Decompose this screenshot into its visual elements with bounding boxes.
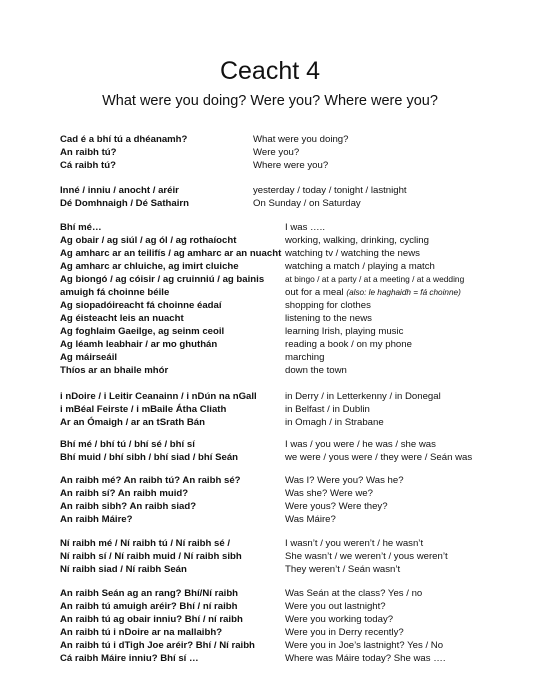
irish-phrase: An raibh tú i dTigh Joe aréir? Bhí / Ní raibh	[60, 640, 255, 651]
vocab-row	[0, 416, 540, 429]
english-translation: Where was Máire today? She was ….	[285, 653, 446, 664]
vocab-row	[0, 403, 540, 416]
vocab-row	[0, 299, 540, 312]
irish-phrase: An raibh Seán ag an rang? Bhí/Ní raibh	[60, 588, 239, 599]
grammar-note: (also: le haghaidh = fá choinne)	[346, 288, 461, 297]
english-translation: reading a book / on my phone	[285, 339, 412, 350]
vocab-row	[0, 197, 540, 210]
irish-phrase: Ag amharc ar chluiche, ag imirt cluiche	[60, 261, 239, 272]
irish-phrase: Cá raibh Máire inniu? Bhí sí …	[60, 653, 199, 664]
english-translation: I was …..	[285, 222, 325, 233]
vocab-row	[0, 639, 540, 652]
vocab-row	[0, 626, 540, 639]
lesson-subtitle: What were you doing? Were you? Where were you?	[102, 93, 438, 109]
english-translation: I was / you were / he was / she was	[285, 439, 436, 450]
vocab-row	[0, 159, 540, 172]
english-translation: Where were you?	[253, 160, 329, 171]
english-translation: Was she? Were we?	[285, 488, 373, 499]
vocab-row	[0, 351, 540, 364]
english-translation: Were you?	[253, 147, 300, 158]
vocab-row	[0, 312, 540, 325]
irish-phrase: Ag siopadóireacht fá choinne éadaí	[60, 300, 222, 311]
irish-phrase: Ní raibh sí / Ní raibh muid / Ní raibh sibh	[60, 551, 242, 562]
english-translation: Were yous? Were they?	[285, 501, 388, 512]
irish-phrase: i nDoire / i Leitir Ceanainn / i nDún na nGall	[60, 391, 257, 402]
irish-phrase: Inné / inniu / anocht / aréir	[60, 185, 179, 196]
english-translation: Was I? Were you? Was he?	[285, 475, 404, 486]
english-translation: shopping for clothes	[285, 300, 371, 311]
irish-phrase: Thíos ar an bhaile mhór	[60, 365, 169, 376]
irish-phrase: amuigh fá choinne béile	[60, 287, 170, 298]
vocab-row	[0, 474, 540, 487]
english-translation: Were you in Joe’s lastnight? Yes / No	[285, 640, 444, 651]
vocab-row	[0, 652, 540, 665]
english-translation: yesterday / today / tonight / lastnight	[253, 185, 407, 196]
english-translation: On Sunday / on Saturday	[253, 198, 361, 209]
irish-phrase: An raibh tú ag obair inniu? Bhí / ní raibh	[60, 614, 243, 625]
english-translation: She wasn’t / we weren’t / yous weren’t	[285, 551, 448, 562]
vocab-row	[0, 273, 540, 286]
vocab-row	[0, 500, 540, 513]
english-translation	[285, 286, 461, 299]
english-translation: Was Seán at the class? Yes / no	[285, 588, 423, 599]
vocab-row	[0, 550, 540, 563]
irish-phrase: An raibh mé? An raibh tú? An raibh sé?	[60, 475, 241, 486]
irish-phrase: An raibh sí? An raibh muid?	[60, 488, 189, 499]
lesson-title: Ceacht 4	[219, 57, 321, 85]
english-translation: Were you out lastnight?	[285, 601, 386, 612]
vocab-row	[0, 364, 540, 377]
english-translation: listening to the news	[285, 313, 372, 324]
english-translation: Were you working today?	[285, 614, 394, 625]
vocab-row	[0, 600, 540, 613]
english-translation-text: out for a meal	[285, 287, 344, 298]
english-translation: What were you doing?	[253, 134, 349, 145]
english-translation: learning Irish, playing music	[285, 326, 404, 337]
irish-phrase: i mBéal Feirste / i mBaile Átha Cliath	[60, 404, 227, 415]
english-translation: I wasn’t / you weren’t / he wasn’t	[285, 538, 424, 549]
irish-phrase: Ag foghlaim Gaeilge, ag seinm ceoil	[60, 326, 225, 337]
vocab-row	[0, 234, 540, 247]
english-translation: Were you in Derry recently?	[285, 627, 404, 638]
irish-phrase: Ar an Ómaigh / ar an tSrath Bán	[60, 417, 206, 428]
irish-phrase: Dé Domhnaigh / Dé Sathairn	[60, 198, 190, 209]
irish-phrase: Ag obair / ag siúl / ag ól / ag rothaíocht	[60, 235, 237, 246]
vocab-row	[0, 487, 540, 500]
vocab-row	[0, 390, 540, 403]
irish-phrase: An raibh tú i nDoire ar na mallaibh?	[60, 627, 223, 638]
vocab-row	[0, 247, 540, 260]
irish-phrase: Ag biongó / ag cóisir / ag cruinniú / ag bainis	[60, 274, 265, 285]
vocab-row	[0, 438, 540, 451]
irish-phrase: Ní raibh mé / Ní raibh tú / Ní raibh sé /	[60, 538, 231, 549]
irish-phrase: Bhí mé / bhí tú / bhí sé / bhí sí	[60, 439, 195, 450]
vocab-row	[0, 146, 540, 159]
english-translation: They weren’t / Seán wasn’t	[285, 564, 401, 575]
vocab-row	[0, 563, 540, 576]
vocab-row	[0, 184, 540, 197]
english-translation: in Derry / in Letterkenny / in Donegal	[285, 391, 441, 402]
vocab-row	[0, 451, 540, 464]
vocab-row	[0, 338, 540, 351]
vocab-row	[0, 587, 540, 600]
english-translation-text: at bingo / at a party / at a meeting / at a wedding	[285, 274, 465, 284]
irish-phrase: Bhí mé…	[60, 222, 102, 233]
english-translation: watching a match / playing a match	[285, 261, 435, 272]
irish-phrase: Cá raibh tú?	[60, 160, 116, 171]
english-translation: down the town	[285, 365, 347, 376]
vocab-row	[0, 133, 540, 146]
vocab-row	[0, 613, 540, 626]
irish-phrase: Ní raibh siad / Ní raibh Seán	[60, 564, 187, 575]
english-translation: Was Máire?	[285, 514, 336, 525]
irish-phrase: An raibh sibh? An raibh siad?	[60, 501, 197, 512]
irish-phrase: Ag amharc ar an teilifís / ag amharc ar an nuacht	[60, 248, 282, 259]
english-translation: in Omagh / in Strabane	[285, 417, 384, 428]
irish-phrase: Bhí muid / bhí sibh / bhí siad / bhí Seán	[60, 452, 239, 463]
irish-phrase: An raibh Máire?	[60, 514, 133, 525]
english-translation: working, walking, drinking, cycling	[285, 235, 429, 246]
irish-phrase: Ag léamh leabhair / ar mo ghuthán	[60, 339, 218, 350]
english-translation: we were / yous were / they were / Seán was	[285, 452, 473, 463]
irish-phrase: Ag éisteacht leis an nuacht	[60, 313, 184, 324]
irish-phrase: Ag máirseáil	[60, 352, 118, 363]
vocab-row	[0, 537, 540, 550]
vocab-row	[0, 221, 540, 234]
english-translation: marching	[285, 352, 325, 363]
vocab-row	[0, 513, 540, 526]
vocab-row	[0, 286, 540, 299]
english-translation	[285, 273, 464, 286]
irish-phrase: An raibh tú?	[60, 147, 117, 158]
irish-phrase: An raibh tú amuigh aréir? Bhí / ní raibh	[60, 601, 238, 612]
vocab-row	[0, 260, 540, 273]
vocab-row	[0, 325, 540, 338]
english-translation: watching tv / watching the news	[285, 248, 420, 259]
irish-phrase: Cad é a bhí tú a dhéanamh?	[60, 134, 188, 145]
english-translation: in Belfast / in Dublin	[285, 404, 370, 415]
